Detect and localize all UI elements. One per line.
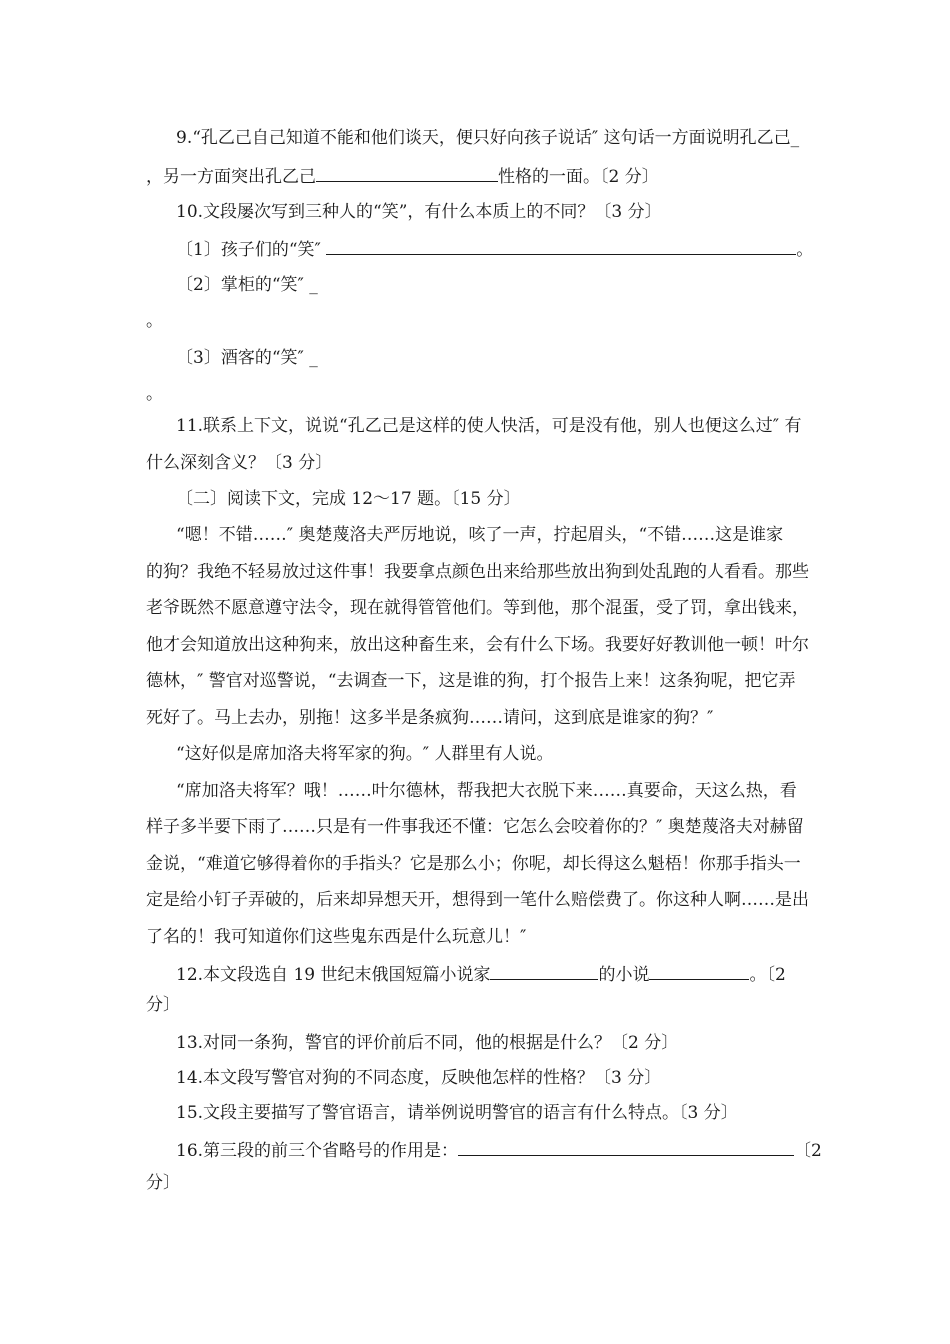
passage-line: 了名的！我可知道你们这些鬼东西是什么玩意儿！″	[146, 927, 527, 947]
passage-line: 老爷既然不愿意遵守法令，现在就得管管他们。等到他，那个混蛋，受了罚，拿出钱来，	[146, 598, 809, 618]
question-16-text-b: 〔2	[794, 1141, 822, 1161]
question-14: 14.本文段写警官对狗的不同态度，反映他怎样的性格？〔3 分〕	[176, 1068, 662, 1088]
passage-line: 金说，“难道它够得着你的手指头？它是那么小；你呢，却长得这么魁梧！你那手指头一	[146, 854, 801, 874]
passage-line: “这好似是席加洛夫将军家的狗。″ 人群里有人说。	[176, 744, 554, 764]
question-16-line-2: 分〕	[146, 1173, 180, 1193]
question-12-line-2: 分〕	[146, 995, 180, 1015]
answer-blank-12-title[interactable]	[649, 961, 749, 980]
answer-blank-16[interactable]	[458, 1137, 794, 1156]
answer-blank-10-1[interactable]	[326, 236, 796, 255]
question-12-line-1	[176, 961, 786, 987]
answer-1-label: 〔1〕孩子们的“笑″	[176, 240, 327, 260]
passage-line: 德林，″ 警官对巡警说，“去调查一下，这是谁的狗，打个报告上来！这条狗呢，把它弄	[146, 671, 796, 691]
passage-line: “嗯！不错……″ 奥楚蔑洛夫严厉地说，咳了一声，拧起眉头，“不错……这是谁家	[176, 525, 784, 545]
question-12-text-b: 的小说	[598, 965, 650, 985]
question-10-answer-2: 〔2〕掌柜的“笑″ _	[176, 275, 318, 295]
question-9-text-a: ，另一方面突出孔乙己	[146, 167, 316, 187]
question-16-text-a: 16.第三段的前三个省略号的作用是：	[176, 1141, 459, 1161]
question-12-text-c: 。〔2	[749, 965, 786, 985]
question-11-line-2: 什么深刻含义？〔3 分〕	[146, 453, 333, 473]
question-13: 13.对同一条狗，警官的评价前后不同，他的根据是什么？〔2 分〕	[176, 1033, 679, 1053]
question-12-text-a: 12.本文段选自 19 世纪末俄国短篇小说家	[176, 965, 491, 985]
question-10-answer-3: 〔3〕酒客的“笑″ _	[176, 348, 318, 368]
question-11-line-1: 11.联系上下文，说说“孔乙己是这样的使人快活，可是没有他，别人也便这么过″ 有	[176, 416, 802, 436]
question-15: 15.文段主要描写了警官语言，请举例说明警官的语言有什么特点。〔3 分〕	[176, 1103, 738, 1123]
question-10-stem: 10.文段屡次写到三种人的“笑”，有什么本质上的不同？〔3 分〕	[176, 202, 662, 222]
passage-line: 的狗？我绝不轻易放过这件事！我要拿点颜色出来给那些放出狗到处乱跑的人看看。那些	[146, 562, 809, 582]
section-2-heading: 〔二〕阅读下文，完成 12～17 题。〔15 分〕	[176, 489, 521, 509]
answer-blank-9[interactable]	[316, 163, 498, 182]
passage-line: 死好了。马上去办，别拖！这多半是条疯狗……请问，这到底是谁家的狗？″	[146, 708, 714, 728]
question-16-line-1	[176, 1137, 822, 1163]
question-9-line-1: 9.“孔乙己自己知道不能和他们谈天，便只好向孩子说话″ 这句话一方面说明孔乙己_	[176, 128, 800, 148]
question-9-line-2	[146, 163, 659, 189]
answer-1-end: 。	[796, 240, 814, 260]
passage-line: 定是给小钉子弄破的，后来却异想天开，想得到一笔什么赔偿费了。你这种人啊……是出	[146, 890, 809, 910]
question-10-answer-1	[176, 236, 813, 262]
passage-line: 样子多半要下雨了……只是有一件事我还不懂：它怎么会咬着你的？″ 奥楚蔑洛夫对赫留	[146, 817, 804, 837]
passage-line: 他才会知道放出这种狗来，放出这种畜生来，会有什么下场。我要好好教训他一顿！叶尔	[146, 635, 809, 655]
question-10-answer-2-end: 。	[146, 311, 163, 331]
question-9-text-b: 性格的一面。〔2 分〕	[498, 167, 659, 187]
passage-line: “席加洛夫将军？哦！……叶尔德林，帮我把大衣脱下来……真要命，天这么热，看	[176, 781, 797, 801]
answer-blank-12-author[interactable]	[490, 961, 598, 980]
question-10-answer-3-end: 。	[146, 384, 163, 404]
